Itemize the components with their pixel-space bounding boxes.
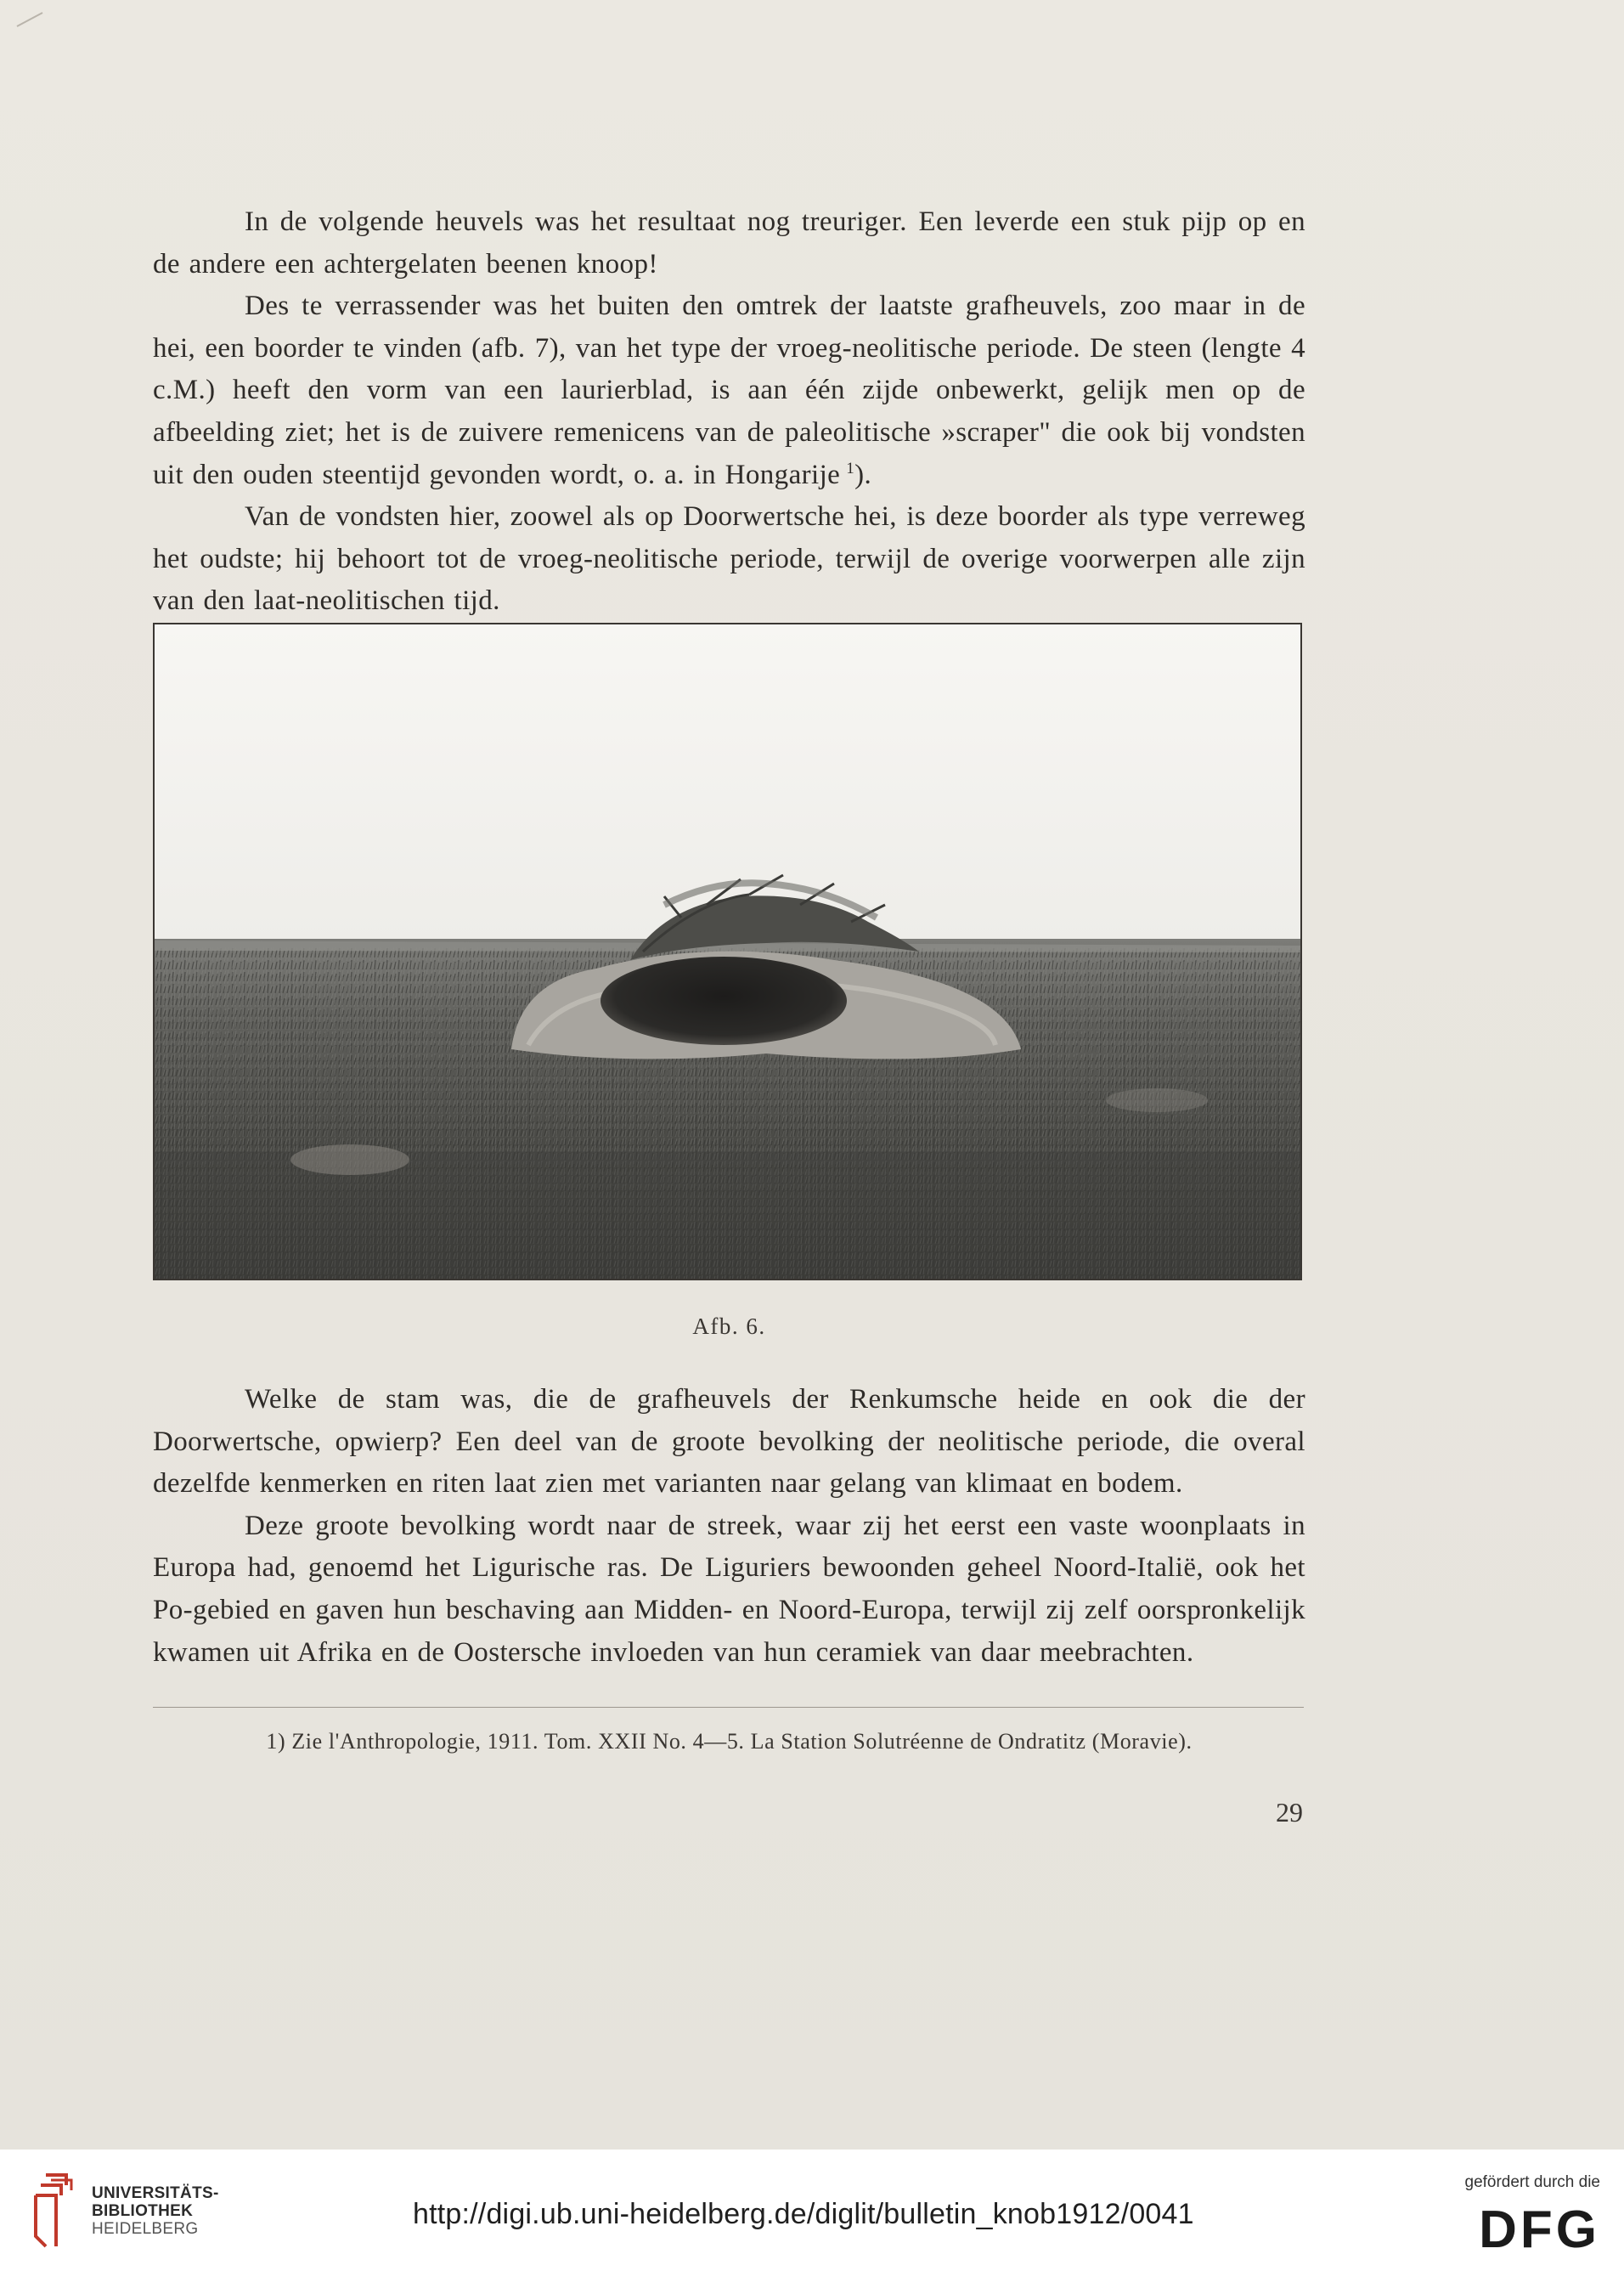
dfg-logo[interactable]: DFG (1479, 2200, 1600, 2259)
university-library-name[interactable] (92, 2184, 219, 2238)
paragraph: In de volgende heuvels was het resultaat nog treuriger. Een leverde een stuk pijp op en de andere een achtergelaten beenen knoop! (153, 206, 1305, 280)
digitization-footer (0, 2150, 1624, 2271)
paragraph: Welke de stam was, die de grafheuvels der Renkumsche heide en ook die der Doorwertsche, opwierp? Een deel van de groote bevolking der neolitische periode, die overal dezelfde kenmerken en riten laat zien met varianten naar gelang van klimaat en bodem. (153, 1384, 1305, 1500)
paragraph (153, 285, 1305, 496)
paragraph: Deze groote bevolking wordt naar de streek, waar zij het eerst een vaste woonplaats in Europa had, genoemd het Ligurische ras. De Liguriers bewoonden geheel Noord-Italië, ook het Po-gebied en gaven hun beschaving aan Midden- en Noord-Europa, terwijl zij zelf oorspronkelijk kwamen uit Afrika en de Oostersche invloeden van hun ceramiek van daar meebrachten. (153, 1510, 1305, 1668)
library-name-line: BIBLIOTHEK (92, 2202, 194, 2220)
footnote: 1) Zie l'Anthropologie, 1911. Tom. XXII No. 4—5. La Station Solutréenne de Ondratitz (Moravie). (266, 1729, 1193, 1754)
footnote-divider (153, 1707, 1304, 1708)
body-text-bottom (153, 1379, 1305, 1674)
body-text-top (153, 201, 1305, 623)
footnote-reference[interactable]: 1 (846, 459, 855, 477)
scan-mark (17, 12, 43, 27)
figure-caption: Afb. 6. (692, 1313, 766, 1339)
university-library-logo-icon[interactable] (32, 2168, 85, 2253)
figure-photo-heath-mound (153, 623, 1302, 1280)
permalink-url[interactable]: http://digi.ub.uni-heidelberg.de/diglit/bulletin_knob1912/0041 (413, 2198, 1194, 2230)
paragraph-text: Des te verrassender was het buiten den omtrek der laatste grafheuvels, zoo maar in de hei, een boorder te vinden (afb. 7), van het type der vroeg-neolitische periode. De steen (lengte 4 c.M.) heeft den vorm van een laurierblad, is aan één zijde onbewerkt, gelijk men op de afbeelding ziet; het is de zuivere remenicens van de paleolitische »scraper" die ook bij vondsten uit den ouden steentijd gevonden wordt, o. a. in Hongarije (153, 291, 1305, 490)
photo-heath-mound-image (155, 624, 1300, 1279)
funding-note: gefördert durch die (1464, 2173, 1600, 2191)
paragraph: Van de vondsten hier, zoowel als op Doorwertsche hei, is deze boorder als type verreweg het oudste; hij behoort tot de vroeg-neolitische periode, terwijl de overige voorwerpen alle zijn van den laat-neolitischen tijd. (153, 501, 1305, 617)
footnote-reference-close: ). (854, 459, 872, 490)
page-number: 29 (1276, 1797, 1303, 1828)
library-name-line: HEIDELBERG (92, 2220, 199, 2238)
library-name-line: UNIVERSITÄTS- (92, 2184, 219, 2202)
